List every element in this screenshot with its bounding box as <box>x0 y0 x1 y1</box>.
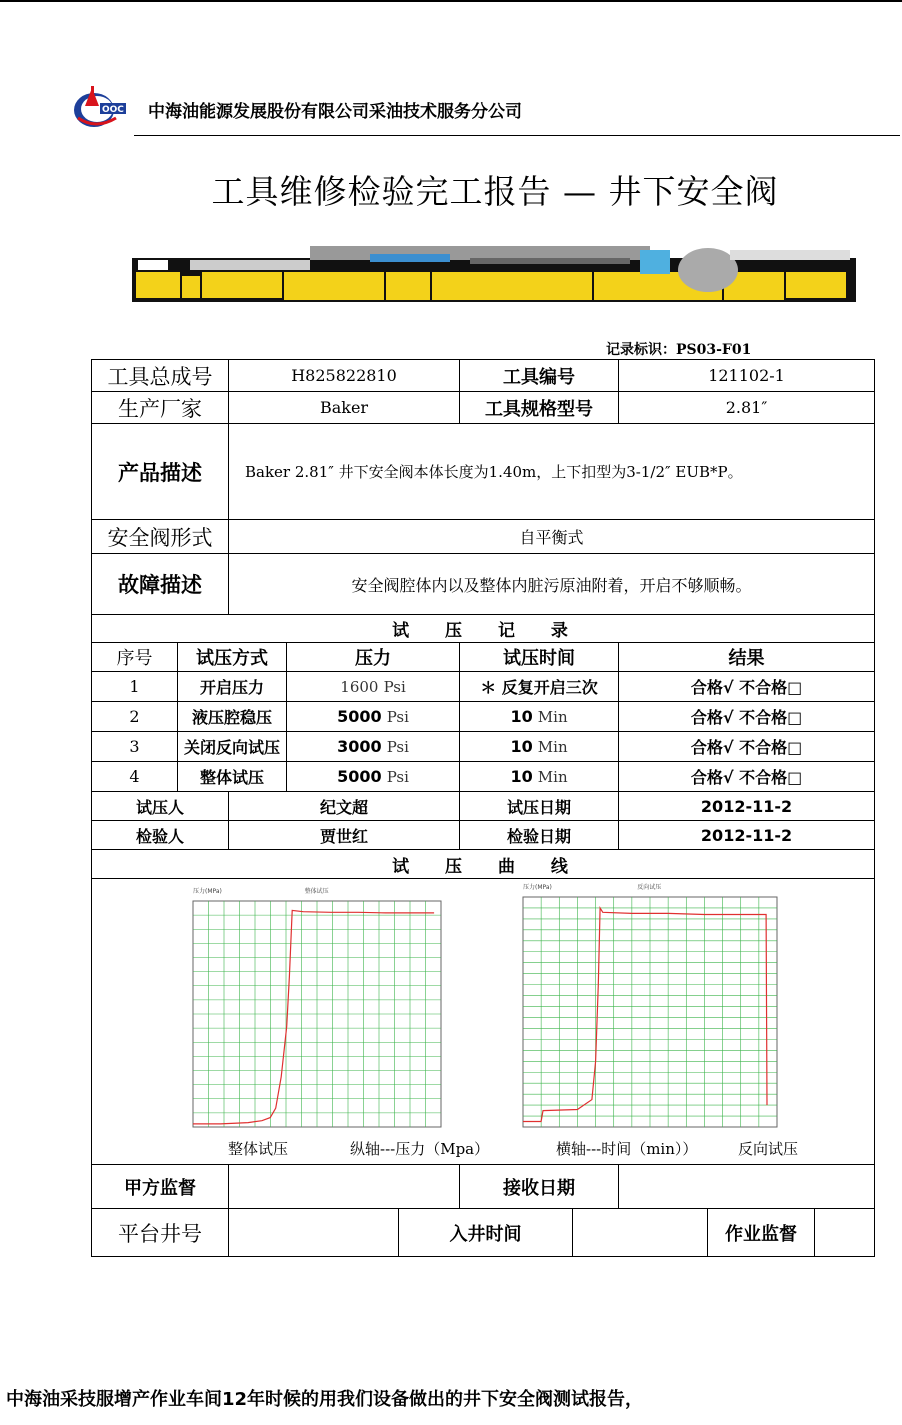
test-header-row <box>92 643 875 672</box>
test-method: 开启压力 <box>178 672 287 702</box>
spec-label: 工具规格型号 <box>460 392 619 424</box>
test-row <box>92 672 875 702</box>
chart-title: 整体试压 <box>304 888 329 895</box>
operation-supervisor-field[interactable] <box>815 1209 875 1257</box>
test-no: 3 <box>92 732 178 762</box>
test-no: 4 <box>92 762 178 792</box>
fault-label: 故障描述 <box>92 554 229 615</box>
test-row <box>92 732 875 762</box>
maker-value: Baker <box>229 392 460 424</box>
fault-row <box>92 554 875 615</box>
header-rule <box>134 135 900 136</box>
maker-label: 生产厂家 <box>92 392 229 424</box>
inspect-date-value: 2012-11-2 <box>619 821 875 850</box>
tool-no-label: 工具编号 <box>460 360 619 392</box>
tester-row <box>92 792 875 821</box>
inspector-label: 检验人 <box>92 821 229 850</box>
letterhead <box>72 82 522 130</box>
assembly-no-label: 工具总成号 <box>92 360 229 392</box>
test-pressure <box>287 762 460 792</box>
test-no: 2 <box>92 702 178 732</box>
inspector-value: 贾世红 <box>229 821 460 850</box>
col-pressure-header: 压力 <box>287 643 460 672</box>
tester-value: 纪文超 <box>229 792 460 821</box>
tool-no-value: 121102-1 <box>619 360 875 392</box>
desc-row <box>92 424 875 520</box>
desc-value: Baker 2.81″ 井下安全阀本体长度为1.40m，上下扣型为3-1/2″ EUB*P。 <box>229 424 875 520</box>
col-result-header: 结果 <box>619 643 875 672</box>
type-row <box>92 520 875 554</box>
signoff-row-1 <box>92 1165 875 1209</box>
pressure-curves <box>92 879 873 1164</box>
curve-title-row <box>92 850 875 879</box>
company-name: 中海油能源发展股份有限公司采油技术服务分公司 <box>148 101 522 122</box>
col-no-header: 序号 <box>92 643 178 672</box>
operation-supervisor-label: 作业监督 <box>708 1209 815 1257</box>
col-time-header: 试压时间 <box>460 643 619 672</box>
assembly-no-value: H825822810 <box>229 360 460 392</box>
duration-number: 10 <box>510 767 533 786</box>
platform-well-field[interactable] <box>229 1209 399 1257</box>
duration-number: 10 <box>510 707 533 726</box>
caption-left: 整体试压 <box>228 1140 289 1158</box>
test-method: 整体试压 <box>178 762 287 792</box>
record-id: 记录标识：PS03-F01 <box>606 342 752 358</box>
signoff-row-2 <box>92 1209 875 1257</box>
test-record-title-row <box>92 615 875 643</box>
desc-label: 产品描述 <box>92 424 229 520</box>
safety-valve-illustration <box>130 238 860 308</box>
run-time-field[interactable] <box>573 1209 708 1257</box>
info-row-2 <box>92 392 875 424</box>
pressure-unit: Psi <box>386 768 409 786</box>
document-title: 工具维修检验完工报告 — 井下安全阀 <box>211 172 779 211</box>
test-record-title: 试 压 记 录 <box>92 615 875 643</box>
duration-number: 10 <box>510 737 533 756</box>
receive-date-field[interactable] <box>619 1165 875 1209</box>
caption-y-axis: 纵轴---压力（Mpa） <box>350 1140 490 1158</box>
caption-x-axis: 横轴---时间（min）） <box>556 1140 698 1158</box>
test-result: 合格√ 不合格□ <box>619 672 875 702</box>
pressure-number: 3000 <box>337 737 382 756</box>
duration-note: ＊ 反复开启三次 <box>480 678 598 697</box>
pressure-number: 5000 <box>337 707 382 726</box>
test-row <box>92 762 875 792</box>
report-table <box>91 359 875 1257</box>
curve-title: 试 压 曲 线 <box>92 850 875 879</box>
top-rule <box>0 0 902 2</box>
client-supervisor-label: 甲方监督 <box>92 1165 229 1209</box>
test-duration <box>460 762 619 792</box>
pressure-number: 5000 <box>337 767 382 786</box>
duration-unit: Min <box>537 708 568 726</box>
pressure-unit: Psi <box>386 738 409 756</box>
type-label: 安全阀形式 <box>92 520 229 554</box>
svg-text:OOC: OOC <box>102 105 124 115</box>
fault-value: 安全阀腔体内以及整体内脏污原油附着，开启不够顺畅。 <box>229 554 875 615</box>
type-value: 自平衡式 <box>229 520 875 554</box>
footnote: 中海油采技服增产作业车间12年时候的用我们设备做出的井下安全阀测试报告， <box>6 1389 644 1410</box>
test-duration <box>460 672 619 702</box>
y-axis-label: 压力(MPa) <box>523 884 552 891</box>
y-axis-label: 压力(MPa) <box>193 888 222 895</box>
test-date-label: 试压日期 <box>460 792 619 821</box>
test-pressure <box>287 672 460 702</box>
pressure-number: 1600 <box>340 678 379 696</box>
test-method: 液压腔稳压 <box>178 702 287 732</box>
tester-label: 试压人 <box>92 792 229 821</box>
test-pressure <box>287 702 460 732</box>
test-no: 1 <box>92 672 178 702</box>
test-result: 合格√ 不合格□ <box>619 732 875 762</box>
platform-well-label: 平台井号 <box>92 1209 229 1257</box>
client-supervisor-field[interactable] <box>229 1165 460 1209</box>
col-method-header: 试压方式 <box>178 643 287 672</box>
info-row-1 <box>92 360 875 392</box>
pressure-unit: Psi <box>383 678 406 696</box>
company-logo <box>72 82 128 130</box>
test-result: 合格√ 不合格□ <box>619 702 875 732</box>
curve-cell <box>92 879 875 1165</box>
curve-row <box>92 879 875 1165</box>
test-row <box>92 702 875 732</box>
test-method: 关闭反向试压 <box>178 732 287 762</box>
run-time-label: 入井时间 <box>399 1209 573 1257</box>
test-duration <box>460 702 619 732</box>
duration-unit: Min <box>537 738 568 756</box>
duration-unit: Min <box>537 768 568 786</box>
spec-value: 2.81″ <box>619 392 875 424</box>
test-pressure <box>287 732 460 762</box>
inspect-date-label: 检验日期 <box>460 821 619 850</box>
receive-date-label: 接收日期 <box>460 1165 619 1209</box>
test-duration <box>460 732 619 762</box>
chart-title: 反向试压 <box>637 884 662 891</box>
pressure-unit: Psi <box>386 708 409 726</box>
caption-right: 反向试压 <box>738 1140 799 1158</box>
inspector-row <box>92 821 875 850</box>
test-date-value: 2012-11-2 <box>619 792 875 821</box>
test-result: 合格√ 不合格□ <box>619 762 875 792</box>
